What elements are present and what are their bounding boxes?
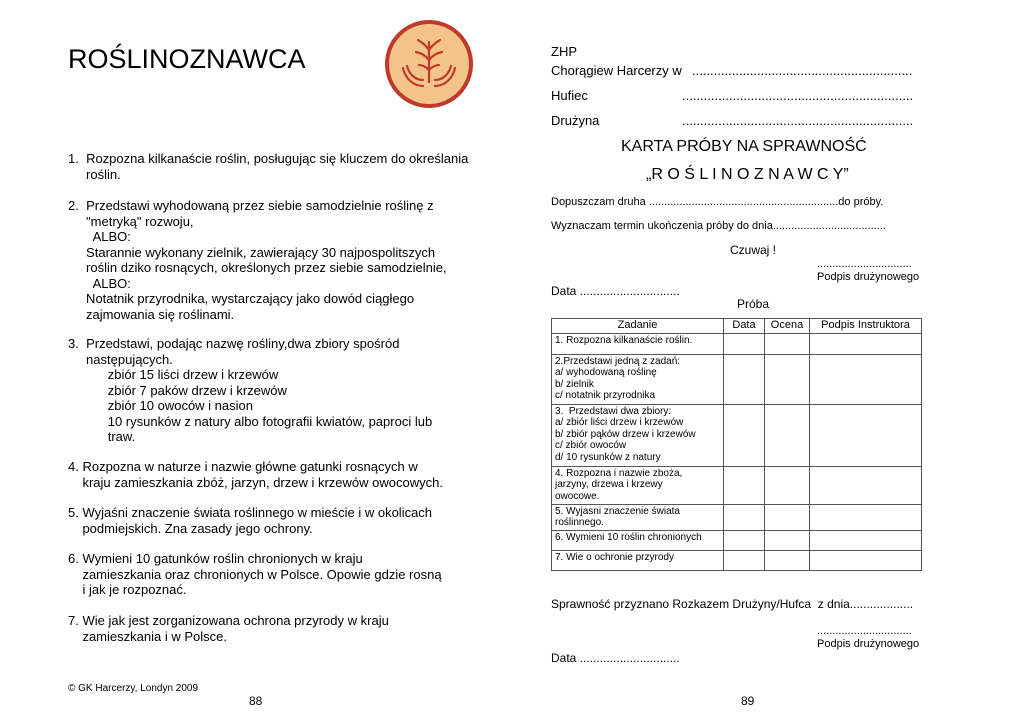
task-cell: 2.Przedstawi jedną z zadań: a/ wyhodowaną roślinę b/ zielnik c/ notatnik przyrodnika	[552, 354, 724, 404]
druzyna-field: ................................................................	[682, 113, 914, 128]
grade-cell[interactable]	[765, 333, 810, 354]
page-number-left: 88	[249, 694, 263, 708]
signature-cell[interactable]	[810, 404, 922, 466]
wyznaczam-line: Wyznaczam termin ukończenia próby do dnia.....................................	[551, 220, 886, 232]
signature2-label: Podpis drużynowego	[817, 638, 920, 650]
signature2-dots: ...............................	[817, 625, 912, 637]
task-cell: 6. Wymieni 10 roślin chronionych	[552, 530, 724, 550]
czuwaj-text: Czuwaj !	[730, 243, 777, 257]
grade-cell[interactable]	[765, 354, 810, 404]
table-row	[552, 466, 922, 504]
task-cell: 1. Rozpozna kilkanaście roślin.	[552, 333, 724, 354]
grade-cell[interactable]	[765, 550, 810, 570]
requirement-1: 1. Rozpozna kilkanaście roślin, posługując się kluczem do określania roślin.	[68, 151, 469, 182]
table-row	[552, 504, 922, 530]
signature-cell[interactable]	[810, 504, 922, 530]
druzyna-label: Drużyna	[551, 113, 600, 128]
choragiew-field: .............................................................	[692, 63, 913, 78]
date-cell[interactable]	[724, 530, 765, 550]
requirement-7: 7. Wie jak jest zorganizowana ochrona przyrody w kraju zamieszkania i w Polsce.	[68, 613, 389, 644]
grade-cell[interactable]	[765, 466, 810, 504]
requirement-4: 4. Rozpozna w naturze i nazwie główne gatunki rosnących w kraju zamieszkania zbóż, jarzyn, drzew i krzewów owocowych.	[68, 459, 443, 490]
header-ocena: Ocena	[765, 319, 810, 334]
signature-label: Podpis drużynowego	[817, 271, 920, 283]
table-row	[552, 354, 922, 404]
table-row	[552, 530, 922, 550]
dopuszczam-line: Dopuszczam druha ..............................................................do próby.	[551, 196, 884, 208]
table-header-row	[552, 319, 922, 334]
date-line: Data ..............................	[551, 284, 680, 298]
header-zadanie: Zadanie	[552, 319, 724, 334]
table-row	[552, 404, 922, 466]
card-title: KARTA PRÓBY NA SPRAWNOŚĆ	[621, 138, 867, 155]
signature-cell[interactable]	[810, 550, 922, 570]
requirement-3: 3. Przedstawi, podając nazwę rośliny,dwa zbiory spośród następujących. zbiór 15 liści drzew i krzewów zbiór 7 paków drzew i krzewów zbiór 10 owoców i nasion 10 rysunków z natury albo fotografii kwiatów, paproci lub traw.	[68, 336, 433, 444]
sprawnosc-line: Sprawność przyznano Rozkazem Drużyny/Hufca z dnia...................	[551, 597, 914, 611]
hufiec-label: Hufiec	[551, 88, 588, 103]
task-cell: 7. Wie o ochronie przyrody	[552, 550, 724, 570]
grade-cell[interactable]	[765, 530, 810, 550]
signature-cell[interactable]	[810, 530, 922, 550]
copyright-footer: © GK Harcerzy, Londyn 2009	[68, 683, 199, 694]
proba-heading: Próba	[737, 297, 770, 311]
date-cell[interactable]	[724, 466, 765, 504]
header-podpis: Podpis Instruktora	[810, 319, 922, 334]
date-line-2: Data ..............................	[551, 651, 680, 665]
date-cell[interactable]	[724, 333, 765, 354]
grade-cell[interactable]	[765, 404, 810, 466]
date-cell[interactable]	[724, 504, 765, 530]
signature-cell[interactable]	[810, 466, 922, 504]
date-cell[interactable]	[724, 354, 765, 404]
task-cell: 3. Przedstawi dwa zbiory: a/ zbiór liści drzew i krzewów b/ zbiór pąków drzew i krzewów c/ zbiór owoców d/ 10 rysunków z natury	[552, 404, 724, 466]
task-cell: 4. Rozpozna i nazwie zboża, jarzyny, drzewa i krzewy owocowe.	[552, 466, 724, 504]
table-row	[552, 550, 922, 570]
signature-cell[interactable]	[810, 354, 922, 404]
proba-table	[551, 318, 922, 571]
signature-dots: ...............................	[817, 258, 912, 270]
grade-cell[interactable]	[765, 504, 810, 530]
page-title: ROŚLINOZNAWCA	[68, 44, 306, 74]
task-cell: 5. Wyjasni znaczenie świata roślinnego.	[552, 504, 724, 530]
date-cell[interactable]	[724, 404, 765, 466]
signature-cell[interactable]	[810, 333, 922, 354]
choragiew-label: Chorągiew Harcerzy w	[551, 63, 682, 78]
date-cell[interactable]	[724, 550, 765, 570]
requirement-6: 6. Wymieni 10 gatunków roślin chronionych w kraju zamieszkania oraz chronionych w Polsce. Opowie gdzie rosną i jak je rozpoznać.	[68, 551, 442, 597]
badge-plant-hands-icon	[385, 20, 473, 108]
requirement-2: 2. Przedstawi wyhodowaną przez siebie samodzielnie roślinę z "metryką" rozwoju, ALBO: Starannie wykonany zielnik, zawierający 30 najpospolitszych roślin dziko rosnących, określonych przez siebie samodzielnie, ALBO: Notatnik przyrodnika, wystarczający jako dowód ciągłego zajmowania się roślinami.	[68, 198, 447, 322]
card-subtitle: „R O Ś L I N O Z N A W C Y”	[646, 166, 849, 183]
table-row	[552, 333, 922, 354]
page-number-right: 89	[741, 694, 755, 708]
header-data: Data	[724, 319, 765, 334]
hufiec-field: ................................................................	[682, 88, 914, 103]
requirement-5: 5. Wyjaśni znaczenie świata roślinnego w mieście i w okolicach podmiejskich. Zna zasady jego ochrony.	[68, 505, 433, 536]
org-label: ZHP	[551, 44, 577, 59]
